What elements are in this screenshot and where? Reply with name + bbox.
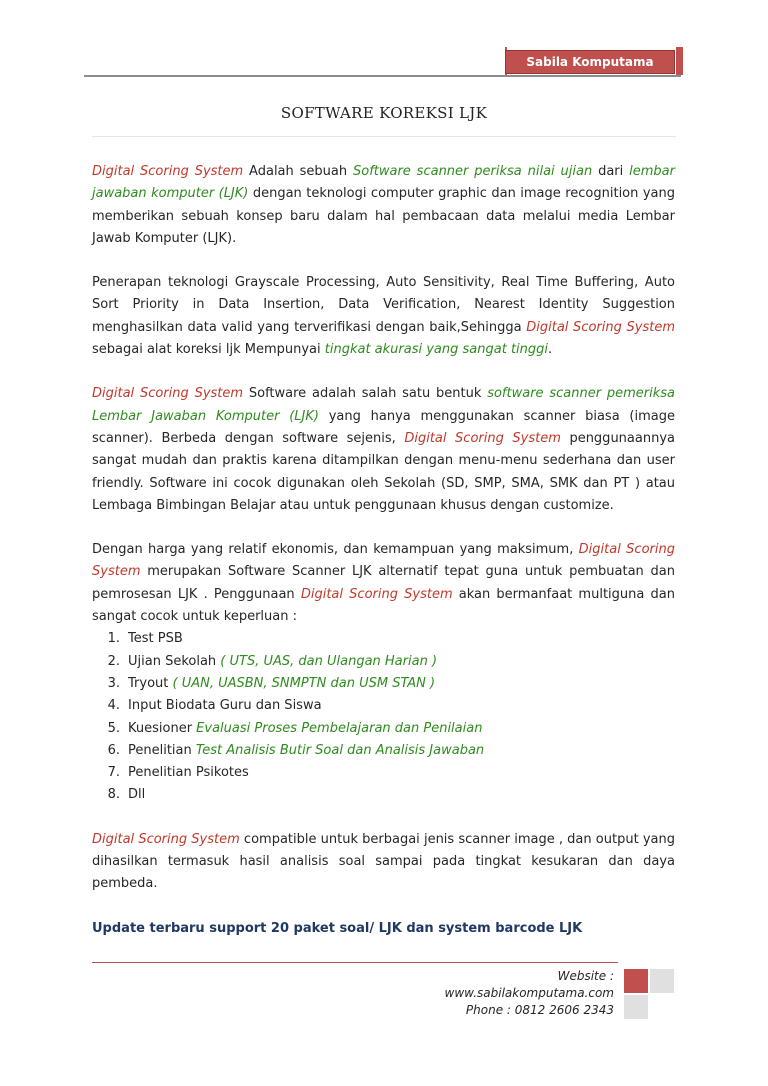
- header-tab-corner: [675, 47, 683, 75]
- emphasis: tingkat akurasi yang sangat tinggi: [324, 342, 549, 358]
- footer-contact: [445, 968, 614, 1019]
- usage-list: [92, 628, 675, 806]
- document-body: [92, 161, 675, 962]
- list-text: Kuesioner: [128, 720, 197, 736]
- footer-decor-square: [650, 969, 674, 993]
- list-extra: ( UAN, UASBN, SNMPTN dan USM STAN ): [172, 675, 436, 691]
- list-item: [92, 628, 675, 650]
- emphasis: software scanner pemeriksa Lembar Jawaban Komputer (LJK): [92, 386, 676, 424]
- list-text: Test PSB: [128, 631, 183, 647]
- emphasis: Software scanner periksa nilai ujian: [352, 164, 593, 179]
- list-item: [92, 740, 675, 762]
- text: Software adalah salah satu bentuk: [243, 386, 488, 402]
- list-text: Penelitian: [128, 742, 196, 758]
- list-text: Ujian Sekolah: [128, 653, 221, 669]
- list-number: 7.: [107, 765, 120, 781]
- list-number: 1.: [107, 631, 120, 647]
- website-url: www.sabilakomputama.com: [444, 986, 614, 1000]
- list-number: 5.: [107, 720, 120, 736]
- list-text: Input Biodata Guru dan Siswa: [128, 698, 322, 714]
- list-item: [92, 695, 675, 717]
- list-text: Tryout: [128, 675, 173, 691]
- text: Penerapan teknologi Grayscale Processing, Auto Sensitivity, Real Time Buffering, Auto Sort Priority in Data Insertion, Data Verification, Nearest Identity Suggestion menghasilkan data valid yang terverifikasi dengan baik,Sehingga: [92, 275, 675, 335]
- list-item: [92, 762, 675, 784]
- text: dari: [592, 164, 630, 179]
- emphasis-product: Digital Scoring System: [92, 164, 244, 179]
- emphasis-product: Digital Scoring System: [300, 586, 453, 602]
- emphasis-product: Digital Scoring System: [92, 542, 675, 580]
- paragraph-intro: [92, 161, 675, 250]
- list-number: 4.: [107, 698, 120, 714]
- list-item: [92, 651, 675, 673]
- header-rule: [84, 75, 681, 77]
- text: Adalah sebuah: [243, 164, 353, 179]
- text: compatible untuk berbagai jenis scanner image , dan output yang dihasilkan termasuk hasil analisis soal sampai pada tingkat kesukaran dan daya pembeda.: [92, 831, 675, 892]
- text: penggunaannya sangat mudah dan praktis karena ditampilkan dengan menu-menu sederhana dan user friendly. Software ini cocok digunakan oleh Sekolah (SD, SMP, SMA, SMK dan PT ) atau Lembaga Bimbingan Belajar atau untuk penggunaan khusus dengan customize.: [92, 430, 675, 513]
- paragraph-pricing: [92, 539, 675, 628]
- list-item: [92, 673, 675, 695]
- footer-decor-square: [624, 995, 648, 1019]
- phone-number: Phone : 0812 2606 2343: [465, 1003, 614, 1017]
- paragraph-compatibility: [92, 829, 675, 896]
- text: yang hanya menggunakan scanner biasa (image scanner). Berbeda dengan software sejenis,: [92, 408, 675, 446]
- text: Dengan harga yang relatif ekonomis, dan kemampuan yang maksimum,: [92, 542, 579, 558]
- list-text: Penelitian Psikotes: [128, 765, 249, 781]
- list-number: 3.: [107, 675, 120, 691]
- header-company-tab: Sabila Komputama: [505, 50, 675, 74]
- list-extra: ( UTS, UAS, dan Ulangan Harian ): [220, 653, 438, 669]
- footer-decor-square: [624, 969, 648, 993]
- list-item: [92, 784, 675, 806]
- text: .: [548, 342, 553, 358]
- paragraph-description: [92, 383, 675, 517]
- text: sebagai alat koreksi ljk Mempunyai: [92, 342, 325, 358]
- list-number: 6.: [107, 742, 120, 758]
- emphasis-product: Digital Scoring System: [526, 319, 675, 335]
- list-extra: Test Analisis Butir Soal dan Analisis Jawaban: [195, 742, 485, 758]
- paragraph-technology: [92, 272, 675, 361]
- text: dengan teknologi computer graphic dan image recognition yang memberikan sebuah konsep baru dalam hal pembacaan data melalui media Lembar Jawab Komputer (LJK).: [92, 186, 675, 246]
- list-text: Dll: [128, 787, 146, 803]
- emphasis-product: Digital Scoring System: [92, 831, 240, 847]
- text: akan bermanfaat multiguna dan sangat cocok untuk keperluan :: [92, 586, 675, 625]
- website-label: Website :: [557, 969, 614, 983]
- emphasis: lembar jawaban komputer (LJK): [92, 164, 675, 202]
- footer-rule: [92, 962, 618, 963]
- list-number: 8.: [107, 787, 120, 803]
- list-number: 2.: [107, 653, 120, 669]
- document-title: SOFTWARE KOREKSI LJK: [280, 104, 488, 122]
- update-notice: Update terbaru support 20 paket soal/ LJK dan system barcode LJK: [92, 920, 583, 936]
- emphasis-product: Digital Scoring System: [92, 386, 244, 402]
- text: merupakan Software Scanner LJK alternatif tepat guna untuk pembuatan dan pemrosesan LJK . Penggunaan: [92, 564, 675, 602]
- emphasis-product: Digital Scoring System: [404, 430, 561, 446]
- title-rule: [92, 136, 676, 137]
- list-item: [92, 718, 675, 740]
- list-extra: Evaluasi Proses Pembelajaran dan Penilaian: [196, 720, 483, 736]
